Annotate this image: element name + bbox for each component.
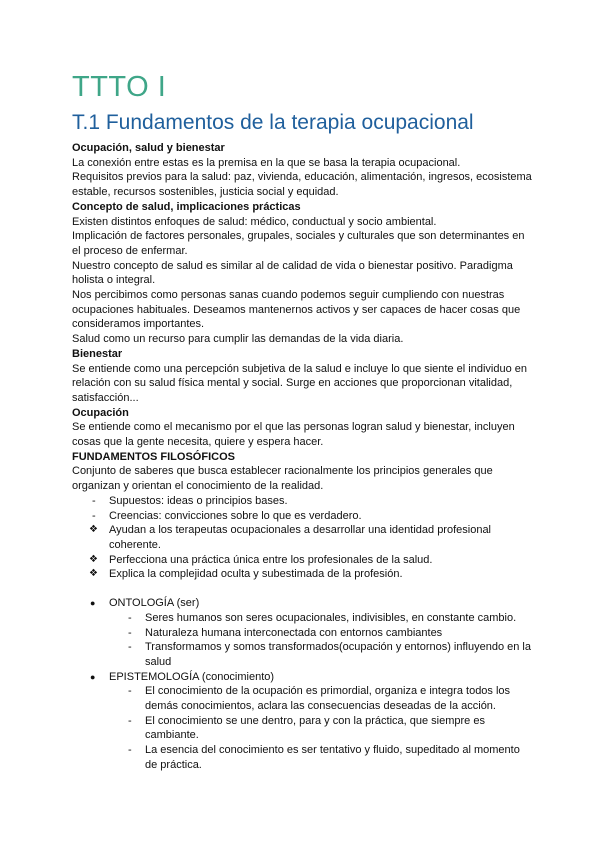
diamond-bullet-icon: ❖ — [89, 553, 98, 565]
dash-marker: - — [92, 494, 96, 507]
list-item — [72, 567, 532, 582]
dash-marker: - — [128, 685, 132, 698]
section-title: T.1 Fundamentos de la terapia ocupacional — [72, 111, 474, 134]
heading-concepto-salud: Concepto de salud, implicaciones prácticas — [72, 200, 301, 213]
dash-marker: - — [128, 714, 132, 727]
list-item-text: Creencias: convicciones sobre lo que es verdadero. — [109, 509, 362, 522]
list-item-text: El conocimiento se une dentro, para y con la práctica, que siempre es cambiante. — [145, 714, 485, 742]
paragraph: Se entiende como una percepción subjetiva de la salud e incluye lo que siente el individuo en relación con su salud física mental y social. Surge en acciones que proporcionan vitalidad, satisfacción... — [72, 362, 527, 404]
blank-line — [72, 582, 532, 596]
dash-marker: - — [92, 509, 96, 522]
paragraph: Requisitos previos para la salud: paz, vivienda, educación, alimentación, ingresos, ecosistema estable, recursos sostenibles, justicia social y equidad. — [72, 171, 532, 199]
philosophy-branches-list-cont — [72, 670, 532, 685]
document-title: TTTO I — [72, 71, 167, 103]
dash-marker: - — [128, 744, 132, 757]
paragraph: Existen distintos enfoques de salud: médico, conductual y socio ambiental. — [72, 215, 437, 228]
list-item-text: Ayudan a los terapeutas ocupacionales a desarrollar una identidad profesional coherente. — [109, 524, 492, 551]
list-item-text: EPISTEMOLOGÍA (conocimiento) — [109, 670, 275, 683]
bullet-icon: ● — [90, 671, 96, 682]
ontologia-sublist — [72, 611, 532, 670]
heading-bienestar: Bienestar — [72, 347, 123, 360]
list-item-text: Perfecciona una práctica única entre los profesionales de la salud. — [109, 553, 433, 566]
list-item-text: La esencia del conocimiento es ser tentativo y fluido, supeditado al momento de práctica. — [145, 744, 520, 771]
paragraph: Nos percibimos como personas sanas cuando podemos seguir cumpliendo con nuestras ocupaciones habituales. Deseamos mantenernos activos y ser capaces de hacer cosas que consideramos importantes. — [72, 289, 521, 331]
list-item-text: Transformamos y somos transformados(ocupación y entornos) influyendo en la salud — [145, 641, 531, 668]
document-body — [72, 141, 532, 773]
bullet-icon: ● — [90, 598, 96, 609]
dash-list — [72, 494, 532, 523]
paragraph: Nuestro concepto de salud es similar al de calidad de vida o bienestar positivo. Paradigma holista o integral. — [72, 259, 513, 287]
heading-fundamentos-filosoficos: FUNDAMENTOS FILOSÓFICOS — [72, 450, 235, 463]
list-item — [72, 611, 532, 626]
paragraph: Salud como un recurso para cumplir las demandas de la vida diaria. — [72, 333, 404, 346]
list-item — [72, 684, 532, 713]
diamond-bullet-list — [72, 523, 532, 582]
paragraph: Conjunto de saberes que busca establecer racionalmente los principios generales que organizan y orientan el conocimiento de la realidad. — [72, 465, 493, 493]
heading-ocupacion: Ocupación — [72, 406, 129, 419]
list-item — [72, 640, 532, 669]
list-item-text: Explica la complejidad oculta y subestimada de la profesión. — [109, 568, 403, 581]
paragraph: Se entiende como el mecanismo por el que las personas logran salud y bienestar, incluyen cosas que la gente necesita, quiere y espera hacer. — [72, 421, 515, 449]
list-item-epistemologia — [72, 670, 532, 685]
paragraph: La conexión entre estas es la premisa en la que se basa la terapia ocupacional. — [72, 156, 461, 169]
dash-marker: - — [128, 626, 132, 639]
list-item-text: ONTOLOGÍA (ser) — [109, 597, 200, 610]
list-item — [72, 553, 532, 568]
list-item-text: El conocimiento de la ocupación es primordial, organiza e integra todos los demás conocimientos, aclara las consecuencias deseadas de la acción. — [145, 685, 511, 713]
heading-ocupacion-salud-bienestar: Ocupación, salud y bienestar — [72, 142, 225, 154]
diamond-bullet-icon: ❖ — [89, 524, 98, 536]
list-item-text: Naturaleza humana interconectada con entornos cambiantes — [145, 626, 443, 639]
list-item — [72, 743, 532, 772]
list-item-text: Seres humanos son seres ocupacionales, indivisibles, en constante cambio. — [145, 611, 517, 624]
philosophy-branches-list — [72, 596, 532, 611]
list-item-text: Supuestos: ideas o principios bases. — [109, 494, 288, 507]
paragraph: Implicación de factores personales, grupales, sociales y culturales que son determinantes en el proceso de enfermar. — [72, 230, 525, 257]
list-item-ontologia — [72, 596, 532, 611]
list-item — [72, 523, 532, 552]
diamond-bullet-icon: ❖ — [89, 568, 98, 580]
dash-marker: - — [128, 611, 132, 624]
dash-marker: - — [128, 641, 132, 654]
list-item — [72, 626, 532, 641]
list-item — [72, 509, 532, 524]
list-item — [72, 494, 532, 509]
list-item — [72, 714, 532, 743]
epistemologia-sublist — [72, 684, 532, 772]
